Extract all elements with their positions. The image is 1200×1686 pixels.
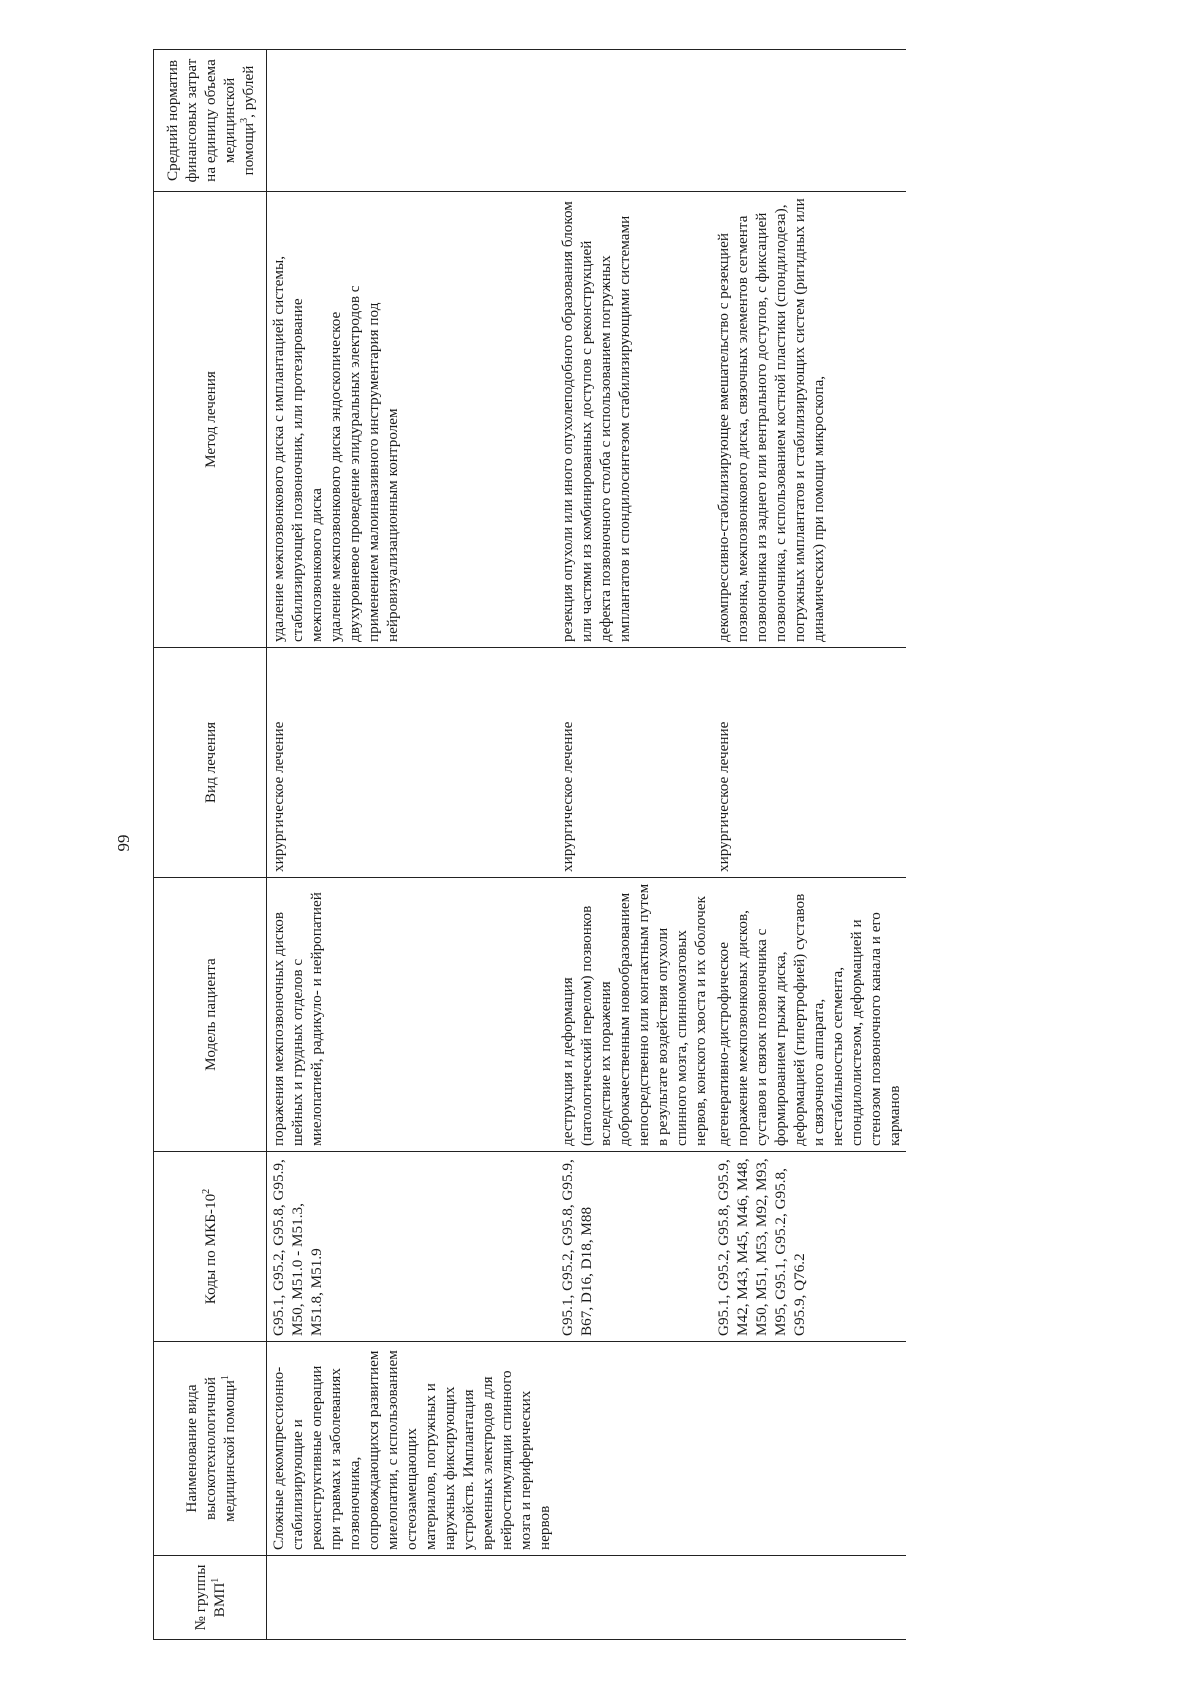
header-method: Метод лечения bbox=[154, 192, 267, 648]
page-number: 99 bbox=[114, 834, 133, 852]
cell-codes: G95.1, G95.2, G95.8, G95.9, M42, M43, M45, M46, M48, M50, M51, M53, M92, M93, M95, G95.1, G95.2, G95.8, G95.9, Q76.2 bbox=[712, 1152, 906, 1342]
cell-patient-model: дегенеративно-дистрофическое поражение межпозвонковых дисков, суставов и связок позвоночника с формированием грыжи диска, деформацией (гипертрофией) суставов и связочного аппарата, нестабильностью сегмента, спондилолистезом, деформацией и стенозом позвоночного канала и его карманов bbox=[712, 878, 906, 1152]
rotated-sheet bbox=[153, 50, 1153, 1640]
cell-method bbox=[267, 192, 557, 648]
header-cost: Средний норматив финансовых затрат на единицу объема медицинской помощи$^3$, рублей bbox=[154, 50, 267, 192]
cell-codes: G95.1, G95.2, G95.8, G95.9, B67, D16, D18, M88 bbox=[556, 1152, 712, 1342]
cell-name bbox=[712, 1342, 906, 1556]
cell-method bbox=[556, 192, 712, 648]
cell-group-no bbox=[556, 1556, 712, 1640]
cell-cost bbox=[556, 50, 712, 192]
method-item: резекция опухоли или иного опухолеподобного образования блоком или частями из комбинированных доступов с реконструкцией дефекта позвоночного столба с использованием погружных имплантатов и спондилосинтезом стабилизирующими системами bbox=[559, 201, 633, 642]
table-row bbox=[267, 50, 557, 1640]
cell-cost bbox=[267, 50, 557, 192]
cell-treatment-type: хирургическое лечение bbox=[267, 648, 557, 878]
cell-name: Сложные декомпрессионно-стабилизирующие и реконструктивные операции при травмах и заболеваниях позвоночника, сопровождающихся развитием миелопатии, с использованием остеозамещающих материалов, погружных и наружных фиксирующих устройств. Имплантация временных электродов для нейростимуляции спинного мозга и периферических нервов bbox=[267, 1342, 557, 1556]
method-item: удаление межпозвонкового диска эндоскопическое bbox=[327, 311, 344, 642]
header-name: Наименование вида высокотехнологичной медицинской помощи$^1$ bbox=[154, 1342, 267, 1556]
cell-patient-model: поражения межпозвоночных дисков шейных и грудных отделов с миелопатией, радикуло- и нейропатией bbox=[267, 878, 557, 1152]
method-item: декомпрессивно-стабилизирующее вмешательство с резекцией позвонка, межпозвонкового диска, связочных элементов сегмента позвоночника из заднего или вентрального доступов, с фиксацией позвоночника, с использованием костной пластики (спондилодеза), погружных имплантатов и стабилизирующих систем (ригидных или динамических) при помощи микроскопа, bbox=[715, 198, 827, 642]
cell-group-no bbox=[712, 1556, 906, 1640]
cell-group-no bbox=[267, 1556, 557, 1640]
cell-treatment-type: хирургическое лечение bbox=[556, 648, 712, 878]
cell-name bbox=[556, 1342, 712, 1556]
method-item: двухуровневое проведение эпидуральных электродов с применением малоинвазивного инструментария под нейровизуализационным контролем bbox=[346, 285, 401, 642]
header-group-no: № группы ВМП$^1$ bbox=[154, 1556, 267, 1640]
table-row bbox=[712, 50, 906, 1640]
cell-codes: G95.1, G95.2, G95.8, G95.9, M50, M51.0 - M51.3, M51.8, M51.9 bbox=[267, 1152, 557, 1342]
cell-treatment-type: хирургическое лечение bbox=[712, 648, 906, 878]
cell-patient-model: деструкция и деформация (патологический перелом) позвонков вследствие их поражения доброкачественным новообразованием непосредственно или контактным путем в результате воздействия опухоли спинного мозга, спинномозговых нервов, конского хвоста и их оболочек bbox=[556, 878, 712, 1152]
vmp-table bbox=[153, 49, 906, 1640]
cell-method bbox=[712, 192, 906, 648]
cell-cost bbox=[712, 50, 906, 192]
table-header-row bbox=[154, 50, 267, 1640]
header-treatment-type: Вид лечения bbox=[154, 648, 267, 878]
header-patient-model: Модель пациента bbox=[154, 878, 267, 1152]
table-row bbox=[556, 50, 712, 1640]
header-codes: Коды по МКБ-$10^2$ bbox=[154, 1152, 267, 1342]
method-item: удаление межпозвонкового диска с имплантацией системы, стабилизирующей позвоночник, или протезирование межпозвонкового диска bbox=[270, 255, 325, 642]
